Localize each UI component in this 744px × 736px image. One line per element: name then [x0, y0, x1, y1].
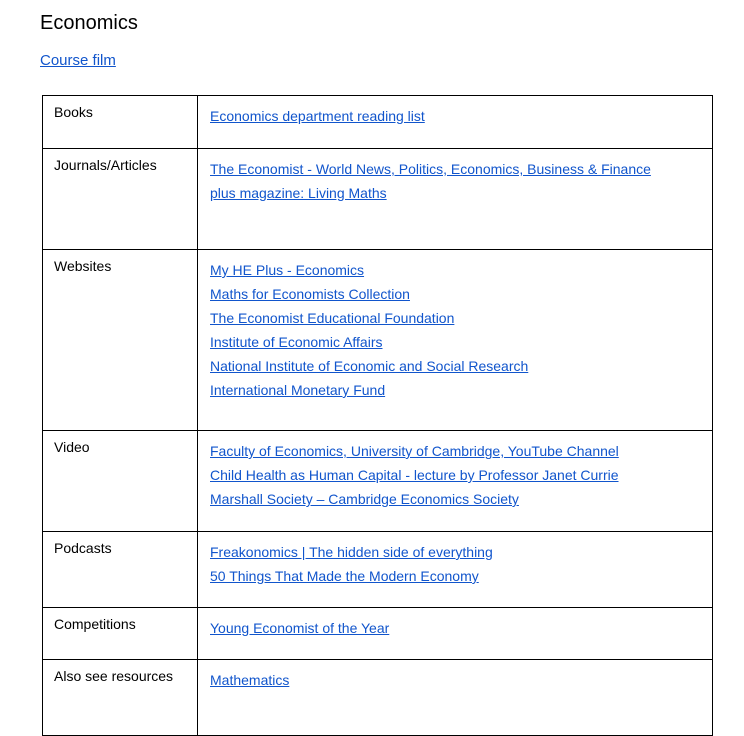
- course-film-link[interactable]: Course film: [40, 52, 116, 69]
- link-mathematics[interactable]: Mathematics: [210, 672, 290, 688]
- link-child-health-lecture[interactable]: Child Health as Human Capital - lecture by Professor Janet Currie: [210, 467, 619, 483]
- category-video: Video: [43, 431, 198, 532]
- table-row-podcasts: [43, 532, 713, 608]
- link-plus-magazine[interactable]: plus magazine: Living Maths: [210, 185, 387, 201]
- category-competitions: Competitions: [43, 608, 198, 660]
- links-also-see: [198, 660, 713, 736]
- link-economics-reading-list[interactable]: Economics department reading list: [210, 108, 425, 124]
- table-row-also-see: [43, 660, 713, 736]
- category-also-see: Also see resources: [43, 660, 198, 736]
- link-institute-economic-affairs[interactable]: Institute of Economic Affairs: [210, 334, 383, 350]
- link-freakonomics[interactable]: Freakonomics | The hidden side of everything: [210, 544, 493, 560]
- table-row-competitions: [43, 608, 713, 660]
- link-my-he-plus[interactable]: My HE Plus - Economics: [210, 262, 365, 278]
- category-websites: Websites: [43, 250, 198, 431]
- links-podcasts: [198, 532, 713, 608]
- category-books: Books: [43, 96, 198, 149]
- link-imf[interactable]: International Monetary Fund: [210, 382, 386, 398]
- link-50-things[interactable]: 50 Things That Made the Modern Economy: [210, 568, 479, 584]
- category-podcasts: Podcasts: [43, 532, 198, 608]
- link-young-economist[interactable]: Young Economist of the Year: [210, 620, 390, 636]
- links-competitions: [198, 608, 713, 660]
- link-economist-educational-foundation[interactable]: The Economist Educational Foundation: [210, 310, 455, 326]
- resources-table: [42, 95, 713, 736]
- links-journals: [198, 149, 713, 250]
- link-the-economist[interactable]: The Economist - World News, Politics, Economics, Business & Finance: [210, 161, 651, 177]
- links-websites: [198, 250, 713, 431]
- link-marshall-society[interactable]: Marshall Society – Cambridge Economics Society: [210, 491, 519, 507]
- links-books: [198, 96, 713, 149]
- link-maths-for-economists[interactable]: Maths for Economists Collection: [210, 286, 410, 302]
- category-journals: Journals/Articles: [43, 149, 198, 250]
- links-video: [198, 431, 713, 532]
- table-row-video: [43, 431, 713, 532]
- link-cambridge-youtube[interactable]: Faculty of Economics, University of Cambridge, YouTube Channel: [210, 443, 619, 459]
- table-row-websites: [43, 250, 713, 431]
- table-row-journals: [43, 149, 713, 250]
- table-row-books: [43, 96, 713, 149]
- link-niesr[interactable]: National Institute of Economic and Social Research: [210, 358, 529, 374]
- page-title: Economics: [40, 12, 138, 34]
